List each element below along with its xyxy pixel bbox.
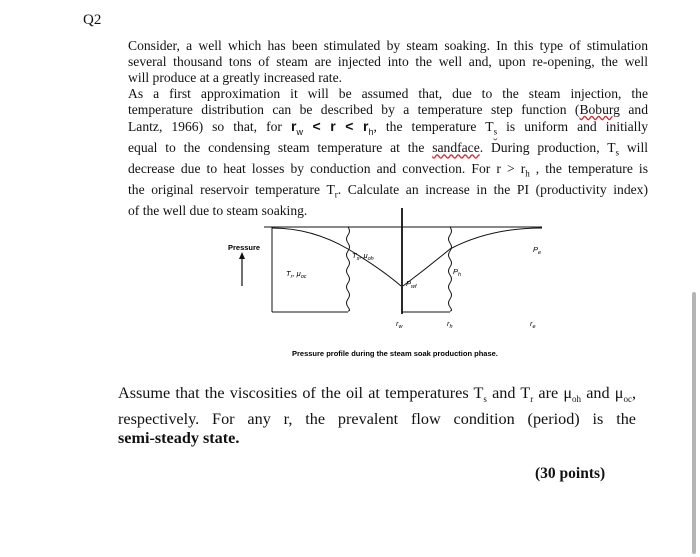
label-tr-muoc: $T_r$, $\mu_{oc}$ — [286, 269, 307, 280]
vertical-scrollbar[interactable] — [692, 292, 696, 554]
label-pwf: $P_{wf}$ — [406, 279, 417, 290]
text-line: As a first approximation it will be assumed that, due to the steam injection, the — [128, 86, 648, 101]
label-rh: $r_h$ — [447, 319, 453, 330]
label-re: $r_e$ — [530, 319, 536, 330]
text-line: Consider, a well which has been stimulated by steam soaking. In this type of stimulation — [128, 38, 648, 53]
text-line: several thousand tons of steam are injected into the well and, upon re-opening, the well — [128, 54, 648, 70]
label-rw: $r_w$ — [396, 319, 403, 330]
flow-condition: semi-steady state. — [118, 429, 240, 448]
figure-caption: Pressure profile during the steam soak production phase. — [292, 349, 498, 358]
points-label: (30 points) — [535, 465, 606, 482]
radius-inequality: $r_w < r < r_h$ — [291, 118, 374, 138]
pressure-axis-label: Pressure — [228, 243, 261, 252]
arrow-head-icon — [239, 252, 245, 259]
text-line: Assume that the viscosities of the oil at temperatures $T_s$ and $T_r$ are $\mu_{oh}$ and $\mu_{oc}$, — [118, 384, 636, 405]
text-line: the original reservoir temperature $T_r$. Calculate an increase in the PI (productivity index) — [128, 182, 648, 200]
intro-paragraph — [128, 38, 648, 87]
label-ph: $P_h$ — [453, 267, 462, 278]
text-line: respectively. For any r, the prevalent flow condition (period) is the — [118, 409, 636, 428]
text-line: will produce at a greatly increased rate. — [128, 70, 342, 86]
question-number: Q2 — [83, 12, 102, 28]
assumption-paragraph — [128, 86, 648, 219]
text-line: Lantz, 1966) so that, for $r_w < r < r_h$, the temperature $T_s$ is uniform and initially — [128, 118, 649, 138]
pressure-profile-figure — [222, 204, 552, 364]
label-pe: $P_e$ — [533, 245, 542, 256]
text-line: of the well due to steam soaking. — [128, 203, 308, 219]
text-line: equal to the condensing steam temperature at the sandface. During production, $T_s$ will — [128, 140, 648, 159]
spelling-flag: sandface — [432, 140, 480, 156]
pressure-profile-right — [403, 228, 542, 286]
spelling-flag: Boburg — [579, 102, 620, 118]
label-ts-muoh: $T_s$, $\mu_{oh}$ — [352, 251, 374, 262]
rh-boundary-right — [449, 227, 452, 311]
text-line: temperature distribution can be described by a temperature step function (Boburg and — [128, 102, 648, 118]
viscosity-paragraph — [118, 384, 636, 449]
rh-boundary-left — [347, 227, 350, 311]
text-line: decrease due to heat losses by conduction and convection. For $r > r_h$ , the temperature is — [128, 161, 649, 180]
